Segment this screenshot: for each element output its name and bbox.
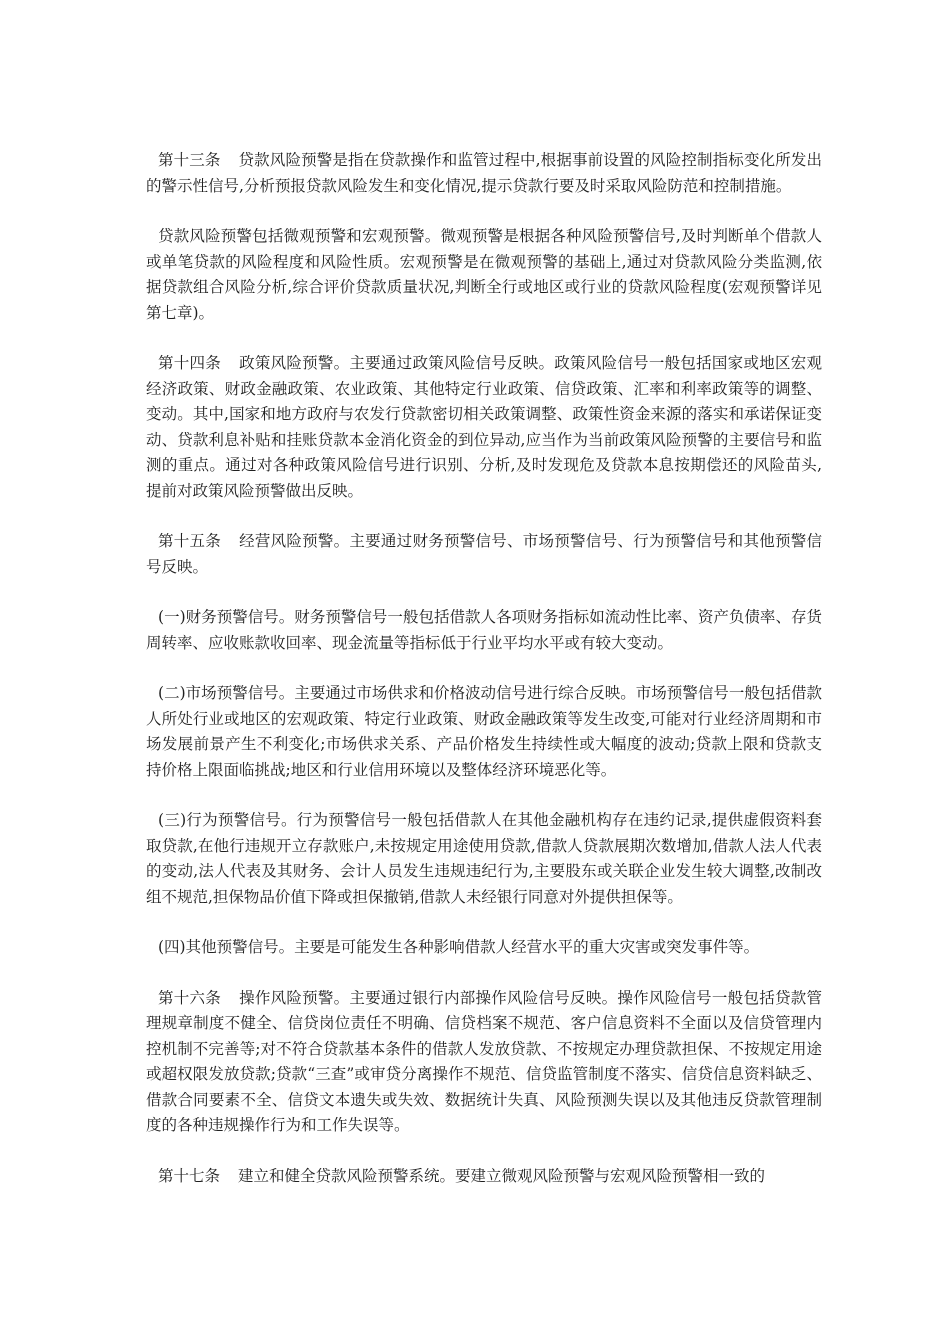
article-number: 第十三条 [158,151,221,169]
paragraph-article-15 [146,529,822,580]
paragraph-behavior-signal [146,808,822,910]
document-body [146,148,822,1189]
article-number: 第十七条 [158,1166,221,1185]
article-number: 第十五条 [158,532,222,550]
paragraph-financial-signal [146,605,822,656]
paragraph-text: 操作风险预警。主要通过银行内部操作风险信号反映。操作风险信号一般包括贷款管理规章制度不健全、信贷岗位责任不明确、信贷档案不规范、客户信息资料不全面以及信贷管理内控机制不完善等;对不符合贷款基本条件的借款人发放贷款、不按规定办理贷款担保、不按规定用途或超权限发放贷款;贷款“三查”或审贷分离操作不规范、信贷监管制度不落实、信贷信息资料缺乏、借款合同要素不全、信贷文本遗失或失效、数据统计失真、风险预测失误以及其他违反贷款管理制度的各种违规操作行为和工作失误等。 [146,988,822,1134]
paragraph-other-signal [146,935,822,961]
paragraph-article-13 [146,148,822,199]
paragraph-text: 政策风险预警。主要通过政策风险信号反映。政策风险信号一般包括国家或地区宏观经济政策、财政金融政策、农业政策、其他特定行业政策、信贷政策、汇率和利率政策等的调整、变动。其中,国家和地方政府与农发行贷款密切相关政策调整、政策性资金来源的落实和承诺保证变动、贷款利息补贴和挂账贷款本金消化资金的到位异动,应当作为当前政策风险预警的主要信号和监测的重点。通过对各种政策风险信号进行识别、分析,及时发现危及贷款本息按期偿还的风险苗头,提前对政策风险预警做出反映。 [146,354,822,500]
paragraph-text: (三)行为预警信号。行为预警信号一般包括借款人在其他金融机构存在违约记录,提供虚假资料套取贷款,在他行违规开立存款账户,未按规定用途使用贷款,借款人贷款展期次数增加,借款人法人代表的变动,法人代表及其财务、会计人员发生违规违纪行为,主要股东或关联企业发生较大调整,改制改组不规范,担保物品价值下降或担保撤销,借款人未经银行同意对外提供担保等。 [146,811,822,906]
paragraph-article-17 [146,1164,822,1190]
paragraph-text: (四)其他预警信号。主要是可能发生各种影响借款人经营水平的重大灾害或突发事件等。 [158,938,760,956]
article-number: 第十四条 [158,354,222,372]
paragraph-warning-types [146,224,822,326]
paragraph-text: (二)市场预警信号。主要通过市场供求和价格波动信号进行综合反映。市场预警信号一般包括借款人所处行业或地区的宏观政策、特定行业政策、财政金融政策等发生改变,可能对行业经济周期和市场发展前景产生不利变化;市场供求关系、产品价格发生持续性或大幅度的波动;贷款上限和贷款支持价格上限面临挑战;地区和行业信用环境以及整体经济环境恶化等。 [146,684,822,779]
paragraph-text: 贷款风险预警包括微观预警和宏观预警。微观预警是根据各种风险预警信号,及时判断单个借款人或单笔贷款的风险程度和风险性质。宏观预警是在微观预警的基础上,通过对贷款风险分类监测,依据贷款组合风险分析,综合评价贷款质量状况,判断全行或地区或行业的贷款风险程度(宏观预警详见第七章)。 [146,227,822,322]
article-number: 第十六条 [158,988,222,1007]
paragraph-text: (一)财务预警信号。财务预警信号一般包括借款人各项财务指标如流动性比率、资产负债率、存货周转率、应收账款收回率、现金流量等指标低于行业平均水平或有较大变动。 [146,608,822,652]
paragraph-text: 经营风险预警。主要通过财务预警信号、市场预警信号、行为预警信号和其他预警信号反映。 [146,532,822,576]
paragraph-article-16 [146,986,822,1139]
paragraph-text: 贷款风险预警是指在贷款操作和监管过程中,根据事前设置的风险控制指标变化所发出的警示性信号,分析预报贷款风险发生和变化情况,提示贷款行要及时采取风险防范和控制措施。 [146,151,822,195]
paragraph-article-14 [146,351,822,504]
paragraph-market-signal [146,681,822,783]
paragraph-text: 建立和健全贷款风险预警系统。要建立微观风险预警与宏观风险预警相一致的 [238,1166,766,1185]
